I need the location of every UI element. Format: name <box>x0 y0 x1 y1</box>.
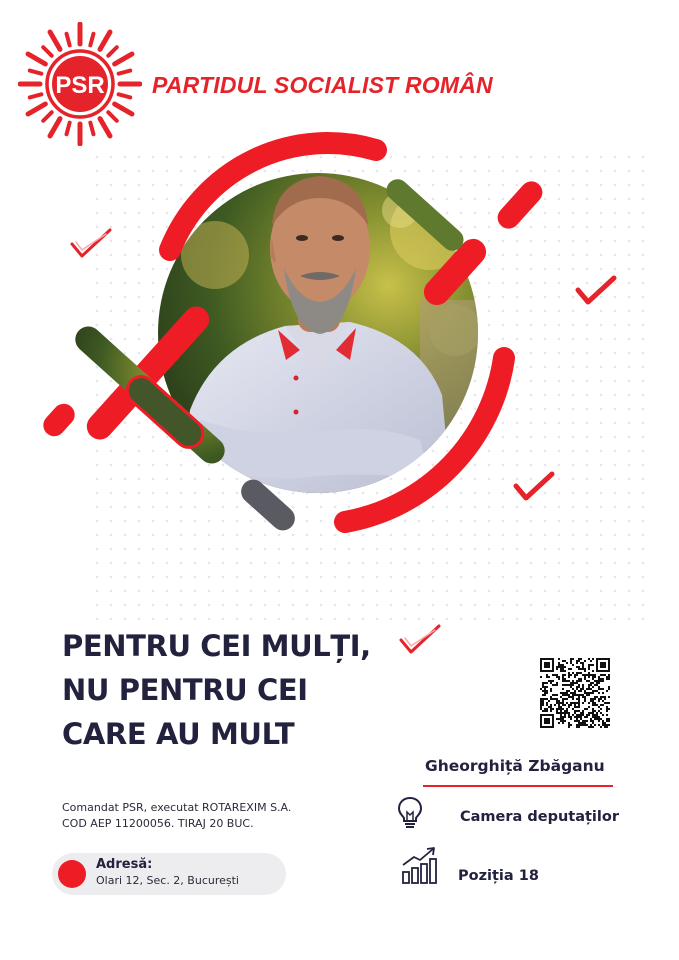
name-underline <box>423 785 613 787</box>
checkmark-icon <box>512 470 556 504</box>
checkmark-icon <box>68 226 114 262</box>
address-bullet-icon <box>58 860 86 888</box>
qr-code-icon[interactable] <box>540 658 610 728</box>
checkmark-icon <box>397 622 443 658</box>
campaign-slogan <box>62 624 371 756</box>
lightbulb-icon <box>396 795 424 831</box>
candidate-name: Gheorghiță Zbăganu <box>425 757 605 775</box>
candidate-hero-graphic <box>0 120 679 560</box>
slogan-line-3: CARE AU MULT <box>62 717 295 751</box>
growth-chart-icon <box>400 845 438 885</box>
logo-text: PSR <box>55 72 105 99</box>
checkmark-icon <box>574 274 618 308</box>
slogan-line-1: PENTRU CEI MULȚI, <box>62 629 371 663</box>
party-name: PARTIDUL SOCIALIST ROMÂN <box>152 72 493 98</box>
chamber-label: Camera deputaților <box>460 809 619 825</box>
slogan-line-2: NU PENTRU CEI <box>62 673 308 707</box>
address-value: Olari 12, Sec. 2, București <box>96 874 239 887</box>
print-imprint <box>62 800 291 832</box>
list-position-label: Poziția 18 <box>458 868 539 884</box>
imprint-line-1: Comandat PSR, executat ROTAREXIM S.A. <box>62 801 292 814</box>
address-label: Adresă: <box>96 857 153 872</box>
imprint-line-2: COD AEP 11200056. TIRAJ 20 BUC. <box>62 817 254 830</box>
